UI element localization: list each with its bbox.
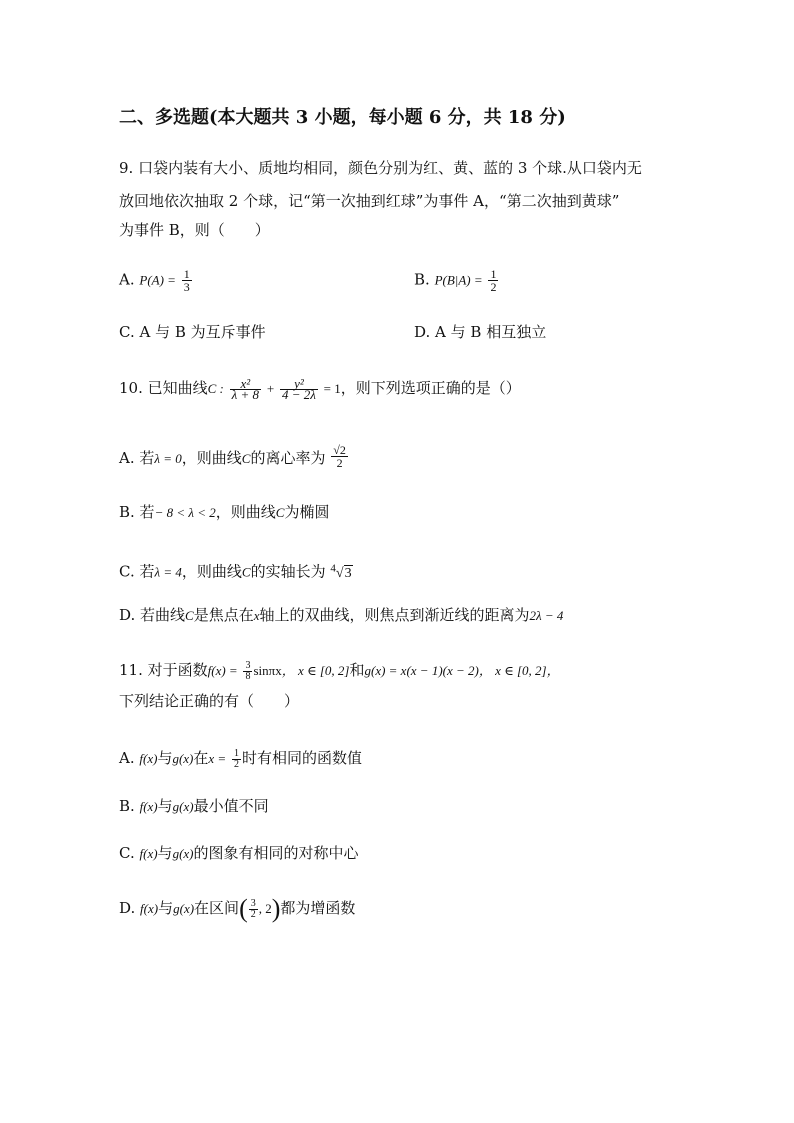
q10-stem: 10. 已知曲线C : $\frac{\text{x²}}{\lambda + 8}$ + $\frac{\text{y²}}{4 - 2\lambda}$ = 1，则下列选项正确的是（） — [119, 375, 521, 402]
math-expr: C : — [207, 381, 224, 396]
fraction: $\frac{\text{x²}}{\lambda + 8}$ — [231, 375, 260, 402]
q11-option-b[interactable]: B. f(x)与g(x)最小值不同 — [119, 797, 269, 815]
q10-option-b[interactable]: B. 若− 8 < λ < 2，则曲线C为椭圆 — [119, 503, 330, 521]
option-label: B. — [414, 270, 430, 289]
fraction: $\frac{\text{y²}}{4 - 2\lambda}$ — [281, 375, 316, 402]
q10-option-d[interactable]: D. 若曲线C是焦点在x轴上的双曲线，则焦点到渐近线的距离为2λ − 4 — [119, 606, 564, 624]
fraction: $\frac{3}{8}$ — [245, 659, 251, 682]
q9-stem-line1: 9. 口袋内装有大小、质地均相同，颜色分别为红、黄、蓝的 3 个球.从口袋内无 — [119, 159, 642, 177]
q11-option-d[interactable]: D. f(x)与g(x)在区间( $\frac{3}{2}$ , 2)都为增函数 — [119, 894, 356, 923]
fraction: $\frac{1}{2}$ — [490, 267, 497, 294]
q9-stem-line2: 放回地依次抽取 2 个球，记“第一次抽到红球”为事件 A，“第二次抽到黄球” — [119, 192, 620, 210]
q9-option-b[interactable] — [414, 268, 499, 293]
q11-stem-line2: 下列结论正确的有（ ） — [119, 692, 300, 710]
math-expr: P(A) = — [139, 272, 176, 288]
q11-option-a[interactable]: A. f(x)与g(x)在x = $\frac{1}{2}$ 时有相同的函数值 — [119, 747, 362, 770]
q9-option-d[interactable]: D. A 与 B 相互独立 — [414, 323, 547, 341]
sqrt-expr: $^4$√3 — [330, 562, 352, 581]
fraction: $\frac{1}{2}$ — [233, 747, 239, 770]
q11-option-c[interactable]: C. f(x)与g(x)的图象有相同的对称中心 — [119, 844, 359, 862]
option-label: A. — [119, 270, 135, 289]
q9-option-c[interactable]: C. A 与 B 为互斥事件 — [119, 323, 266, 341]
fraction: $\frac{3}{2}$ — [250, 897, 256, 920]
math-expr: P(B|A) = — [434, 272, 483, 288]
section-title: 二、多选题(本大题共 3 小题，每小题 6 分，共 18 分) — [119, 107, 566, 128]
q11-stem-line1: 11. 对于函数f(x) = $\frac{3}{8}$ sinπx， x ∈ [0, 2]和g(x) = x(x − 1)(x − 2)， x ∈ [0, 2]， — [119, 659, 560, 682]
fraction: $\frac{√2}{2}$ — [333, 443, 346, 470]
fraction: $\frac{1}{3}$ — [183, 267, 190, 294]
q10-option-a[interactable]: A. 若λ = 0，则曲线C的离心率为 $\frac{√2}{2}$ — [119, 443, 346, 470]
q9-option-a[interactable] — [119, 268, 193, 293]
q9-stem-line3: 为事件 B，则（ ） — [119, 221, 270, 239]
q10-option-c[interactable]: C. 若λ = 4，则曲线C的实轴长为 $^4$√3 — [119, 562, 352, 581]
